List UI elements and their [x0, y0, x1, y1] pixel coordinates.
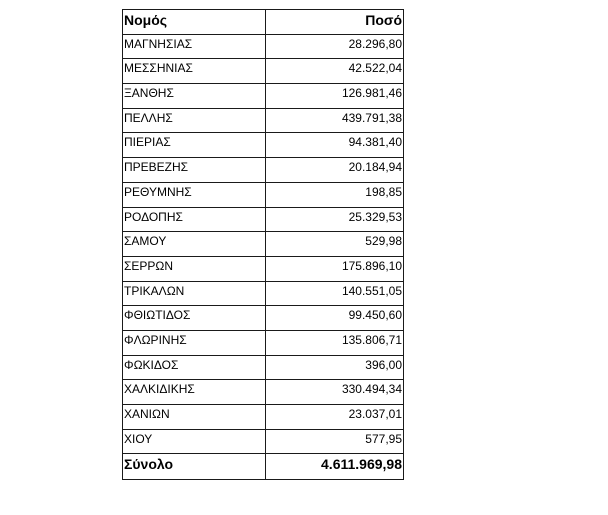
table-row — [123, 355, 404, 380]
table-row — [123, 84, 404, 109]
table-row — [123, 108, 404, 133]
total-row — [123, 454, 404, 480]
amount-cell: 330.494,34 — [266, 380, 404, 405]
table-row — [123, 232, 404, 257]
prefecture-cell: ΧΙΟΥ — [123, 429, 266, 454]
amount-cell: 23.037,01 — [266, 405, 404, 430]
prefecture-cell: ΜΕΣΣΗΝΙΑΣ — [123, 59, 266, 84]
prefecture-cell: ΠΙΕΡΙΑΣ — [123, 133, 266, 158]
table-row — [123, 182, 404, 207]
amount-cell: 577,95 — [266, 429, 404, 454]
table-header-row — [123, 10, 404, 35]
prefecture-cell: ΦΘΙΩΤΙΔΟΣ — [123, 306, 266, 331]
amount-cell: 396,00 — [266, 355, 404, 380]
header-prefecture: Νομός — [123, 10, 266, 35]
amount-cell: 42.522,04 — [266, 59, 404, 84]
amount-cell: 94.381,40 — [266, 133, 404, 158]
table-row — [123, 256, 404, 281]
header-amount: Ποσό — [266, 10, 404, 35]
amount-cell: 140.551,05 — [266, 281, 404, 306]
prefecture-amount-table — [122, 9, 404, 480]
table-row — [123, 207, 404, 232]
prefecture-cell: ΣΕΡΡΩΝ — [123, 256, 266, 281]
table-row — [123, 330, 404, 355]
prefecture-cell: ΠΡΕΒΕΖΗΣ — [123, 158, 266, 183]
prefecture-cell: ΞΑΝΘΗΣ — [123, 84, 266, 109]
amount-cell: 135.806,71 — [266, 330, 404, 355]
prefecture-cell: ΤΡΙΚΑΛΩΝ — [123, 281, 266, 306]
amount-cell: 25.329,53 — [266, 207, 404, 232]
table-row — [123, 380, 404, 405]
amount-cell: 439.791,38 — [266, 108, 404, 133]
amount-cell: 126.981,46 — [266, 84, 404, 109]
total-label: Σύνολο — [123, 454, 266, 480]
amount-cell: 529,98 — [266, 232, 404, 257]
prefecture-cell: ΧΑΝΙΩΝ — [123, 405, 266, 430]
table-row — [123, 133, 404, 158]
prefecture-cell: ΡΟΔΟΠΗΣ — [123, 207, 266, 232]
amount-cell: 99.450,60 — [266, 306, 404, 331]
table-row — [123, 59, 404, 84]
prefecture-cell: ΦΩΚΙΔΟΣ — [123, 355, 266, 380]
table-row — [123, 429, 404, 454]
table-row — [123, 306, 404, 331]
amount-cell: 20.184,94 — [266, 158, 404, 183]
prefecture-cell: ΠΕΛΛΗΣ — [123, 108, 266, 133]
prefecture-cell: ΡΕΘΥΜΝΗΣ — [123, 182, 266, 207]
table-row — [123, 281, 404, 306]
prefecture-cell: ΦΛΩΡΙΝΗΣ — [123, 330, 266, 355]
prefecture-cell: ΧΑΛΚΙΔΙΚΗΣ — [123, 380, 266, 405]
prefecture-cell: ΜΑΓΝΗΣΙΑΣ — [123, 34, 266, 59]
table-row — [123, 158, 404, 183]
amount-cell: 28.296,80 — [266, 34, 404, 59]
prefecture-cell: ΣΑΜΟΥ — [123, 232, 266, 257]
total-amount: 4.611.969,98 — [266, 454, 404, 480]
table-row — [123, 405, 404, 430]
table-row — [123, 34, 404, 59]
amount-cell: 198,85 — [266, 182, 404, 207]
amount-cell: 175.896,10 — [266, 256, 404, 281]
